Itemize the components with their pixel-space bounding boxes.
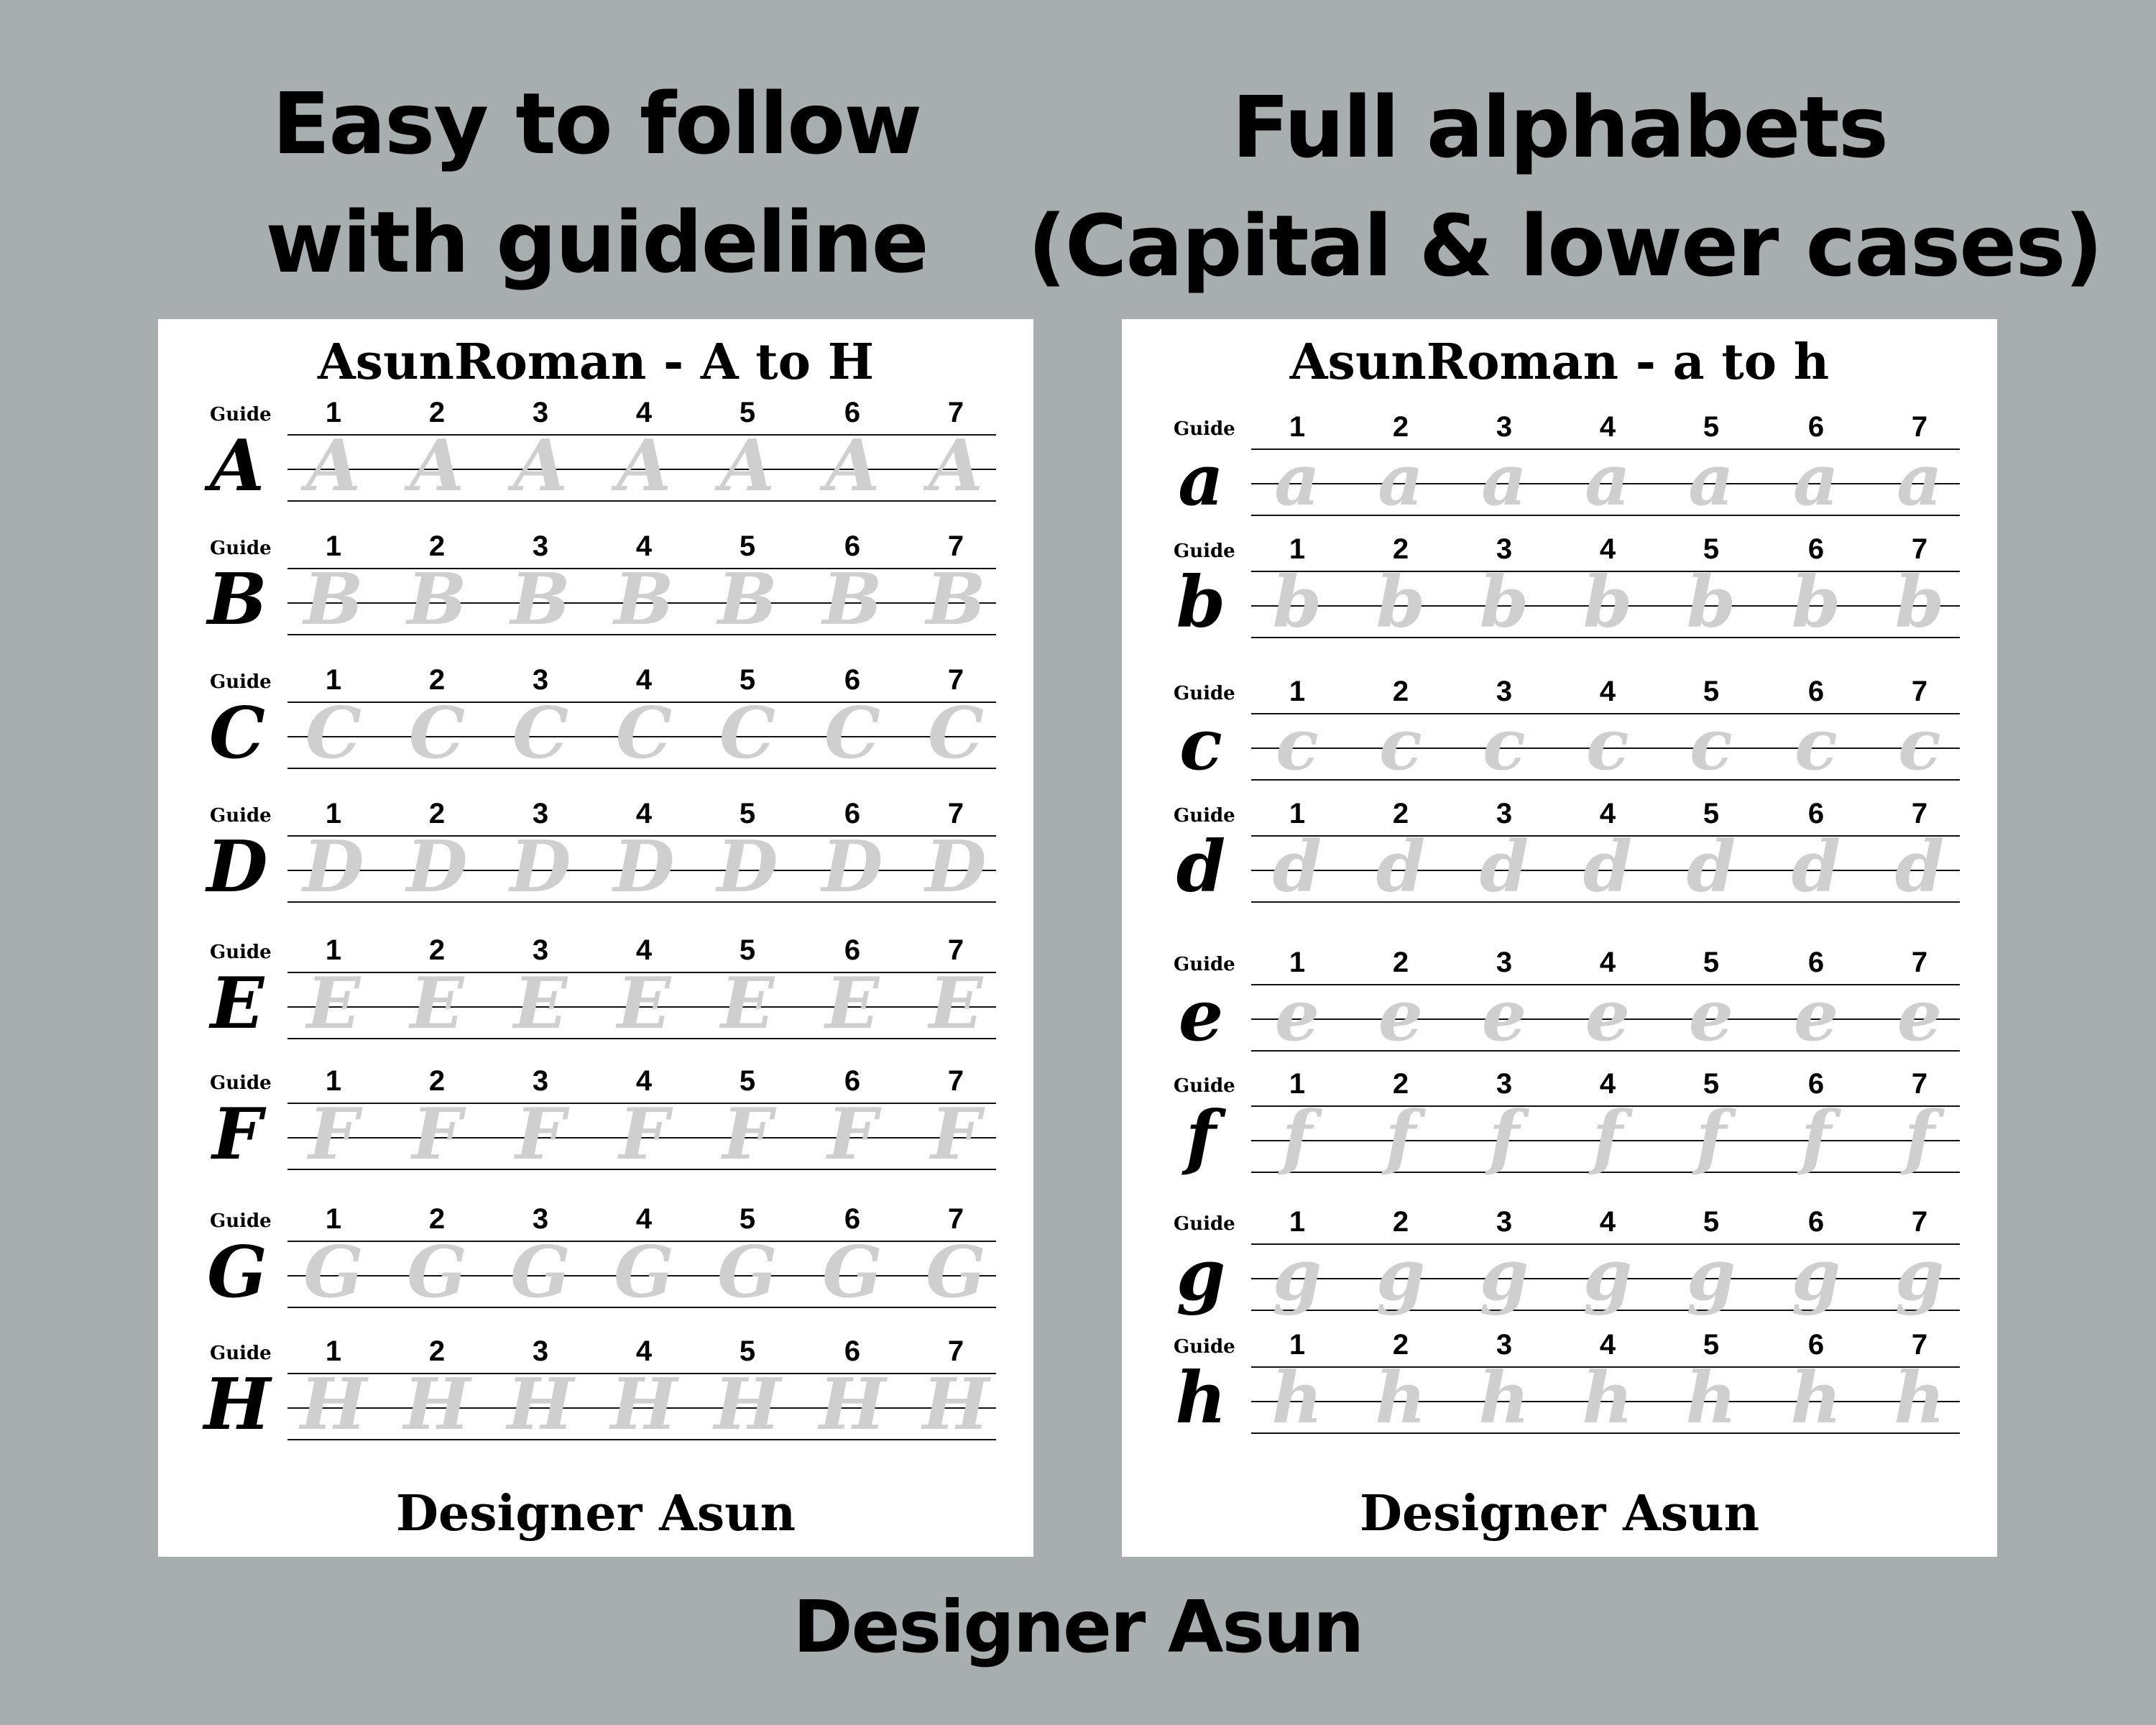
- column-number: 3: [1496, 1068, 1513, 1100]
- sheet-footer: Designer Asun: [395, 1485, 796, 1542]
- trace-letter[interactable]: h: [1685, 1357, 1737, 1440]
- guide-letter: a: [1178, 439, 1224, 522]
- trace-letter[interactable]: e: [1378, 975, 1424, 1057]
- sheet-footer: Designer Asun: [1359, 1485, 1760, 1542]
- trace-letter[interactable]: E: [825, 962, 880, 1045]
- practice-row: [158, 792, 1033, 921]
- practice-row: [158, 391, 1033, 520]
- guide-label: Guide: [1174, 954, 1235, 975]
- column-number: 4: [1599, 411, 1616, 443]
- trace-letter[interactable]: d: [1479, 826, 1529, 908]
- trace-letter[interactable]: F: [931, 1093, 981, 1176]
- column-number: 6: [844, 1065, 861, 1097]
- trace-letter[interactable]: A: [928, 425, 984, 507]
- column-number: 6: [844, 664, 861, 696]
- guide-letter: b: [1176, 561, 1226, 644]
- column-number: 6: [844, 798, 861, 829]
- column-number: 2: [428, 934, 446, 966]
- column-number: 3: [1496, 947, 1513, 978]
- trace-letter[interactable]: G: [303, 1231, 364, 1314]
- column-number: 2: [1392, 533, 1409, 565]
- trace-letter[interactable]: d: [1272, 826, 1322, 908]
- trace-letter[interactable]: E: [929, 962, 983, 1045]
- column-number: 7: [947, 1203, 964, 1235]
- practice-row: [1122, 670, 1997, 799]
- column-number: 3: [1496, 1329, 1513, 1361]
- column-number: 5: [739, 1335, 756, 1367]
- column-number: 1: [325, 798, 342, 829]
- column-number: 4: [1599, 676, 1616, 707]
- trace-letter[interactable]: A: [719, 425, 775, 507]
- column-number: 4: [635, 664, 653, 696]
- trace-letter[interactable]: d: [1894, 826, 1945, 908]
- column-number: 5: [1703, 1206, 1720, 1238]
- trace-letter[interactable]: B: [510, 558, 571, 641]
- column-number: 5: [1703, 676, 1720, 707]
- column-number: 4: [635, 798, 653, 829]
- guide-label: Guide: [1174, 805, 1235, 827]
- trace-letter[interactable]: g: [1272, 1234, 1322, 1317]
- trace-letter[interactable]: F: [412, 1093, 462, 1176]
- trace-letter[interactable]: c: [1690, 704, 1733, 786]
- practice-row: [158, 929, 1033, 1058]
- column-number: 3: [532, 1065, 549, 1097]
- column-number: 3: [1496, 798, 1513, 829]
- column-number: 5: [1703, 798, 1720, 829]
- trace-letter[interactable]: E: [617, 962, 671, 1045]
- trace-letter[interactable]: c: [1379, 704, 1422, 786]
- trace-letter[interactable]: B: [822, 558, 883, 641]
- column-number: 3: [1496, 1206, 1513, 1238]
- headline-right-line1: Full alphabets: [1231, 78, 1888, 177]
- trace-letter[interactable]: g: [1686, 1234, 1736, 1317]
- headline-left: [165, 65, 1028, 302]
- column-number: 4: [635, 530, 653, 562]
- column-number: 1: [1289, 1068, 1306, 1100]
- column-number: 7: [947, 1065, 964, 1097]
- guide-label: Guide: [210, 942, 272, 963]
- trace-letter[interactable]: D: [821, 826, 883, 908]
- column-number: 6: [1807, 1329, 1825, 1361]
- worksheet-capital: [158, 319, 1033, 1557]
- practice-row: [158, 1330, 1033, 1459]
- trace-letter[interactable]: g: [1376, 1234, 1426, 1317]
- column-number: 5: [739, 1203, 756, 1235]
- column-number: 2: [1392, 676, 1409, 707]
- column-number: 6: [1807, 1206, 1825, 1238]
- trace-letter[interactable]: b: [1479, 561, 1529, 644]
- trace-letter[interactable]: H: [714, 1363, 781, 1446]
- trace-letter[interactable]: h: [1375, 1357, 1427, 1440]
- trace-letter[interactable]: G: [510, 1231, 571, 1314]
- guide-label: Guide: [1174, 1213, 1235, 1235]
- column-number: 1: [325, 530, 342, 562]
- column-number: 3: [532, 397, 549, 428]
- guide-label: Guide: [210, 805, 272, 827]
- headline-right: [1028, 68, 2102, 305]
- column-number: 4: [635, 1065, 653, 1097]
- guide-letter: g: [1176, 1234, 1226, 1317]
- trace-letter[interactable]: c: [1276, 704, 1319, 786]
- trace-letter[interactable]: E: [720, 962, 775, 1045]
- column-number: 4: [1599, 1329, 1616, 1361]
- column-number: 6: [1807, 1068, 1825, 1100]
- trace-letter[interactable]: A: [305, 425, 361, 507]
- column-number: 7: [1911, 1329, 1928, 1361]
- trace-letter[interactable]: b: [1686, 561, 1736, 644]
- column-number: 2: [428, 1203, 446, 1235]
- trace-letter[interactable]: d: [1583, 826, 1633, 908]
- trace-letter[interactable]: a: [1897, 439, 1943, 522]
- column-number: 3: [532, 664, 549, 696]
- column-number: 3: [532, 1203, 549, 1235]
- trace-letter[interactable]: f: [1904, 1096, 1935, 1179]
- trace-letter[interactable]: F: [308, 1093, 359, 1176]
- trace-letter[interactable]: h: [1582, 1357, 1634, 1440]
- guide-label: Guide: [210, 671, 272, 693]
- trace-letter[interactable]: a: [1274, 439, 1320, 522]
- headline-left-line1: Easy to follow: [272, 74, 921, 173]
- column-number: 4: [635, 397, 653, 428]
- trace-letter[interactable]: e: [1274, 975, 1320, 1057]
- guide-label: Guide: [210, 1343, 272, 1364]
- column-number: 4: [1599, 1206, 1616, 1238]
- trace-letter[interactable]: G: [407, 1231, 467, 1314]
- column-number: 7: [1911, 533, 1928, 565]
- column-number: 5: [739, 530, 756, 562]
- trace-letter[interactable]: C: [719, 692, 775, 775]
- trace-letter[interactable]: A: [616, 425, 672, 507]
- trace-letter[interactable]: D: [510, 826, 571, 908]
- trace-letter[interactable]: e: [1793, 975, 1839, 1057]
- trace-letter[interactable]: c: [1586, 704, 1629, 786]
- column-number: 1: [1289, 798, 1306, 829]
- trace-letter[interactable]: e: [1481, 975, 1527, 1057]
- practice-row: [1122, 1200, 1997, 1330]
- guide-letter: f: [1185, 1096, 1217, 1179]
- trace-letter[interactable]: b: [1894, 561, 1945, 644]
- trace-letter[interactable]: f: [1385, 1096, 1416, 1179]
- guide-label: Guide: [1174, 1075, 1235, 1097]
- trace-letter[interactable]: b: [1272, 561, 1322, 644]
- column-number: 7: [1911, 1068, 1928, 1100]
- trace-letter[interactable]: G: [822, 1231, 883, 1314]
- column-number: 6: [844, 1335, 861, 1367]
- practice-row: [1122, 528, 1997, 657]
- trace-letter[interactable]: D: [303, 826, 364, 908]
- column-number: 6: [844, 934, 861, 966]
- column-number: 1: [325, 1065, 342, 1097]
- trace-letter[interactable]: D: [406, 826, 468, 908]
- column-number: 7: [1911, 947, 1928, 978]
- trace-letter[interactable]: B: [926, 558, 986, 641]
- column-number: 4: [635, 1335, 653, 1367]
- guide-letter: F: [212, 1093, 262, 1176]
- trace-letter[interactable]: A: [409, 425, 465, 507]
- column-number: 1: [1289, 676, 1306, 707]
- headline-right-line2: (Capital & lower cases): [1028, 196, 2102, 295]
- column-number: 6: [844, 397, 861, 428]
- column-number: 2: [428, 798, 446, 829]
- column-number: 7: [947, 664, 964, 696]
- column-number: 3: [1496, 676, 1513, 707]
- column-number: 5: [739, 397, 756, 428]
- trace-letter[interactable]: E: [513, 962, 568, 1045]
- column-number: 5: [739, 1065, 756, 1097]
- trace-letter[interactable]: a: [1793, 439, 1839, 522]
- practice-row: [1122, 405, 1997, 535]
- trace-letter[interactable]: f: [1695, 1096, 1727, 1179]
- practice-row: [158, 1059, 1033, 1189]
- trace-letter[interactable]: c: [1483, 704, 1526, 786]
- trace-letter[interactable]: B: [303, 558, 364, 641]
- column-number: 2: [428, 664, 446, 696]
- trace-letter[interactable]: C: [824, 692, 880, 775]
- column-number: 1: [325, 1335, 342, 1367]
- trace-letter[interactable]: G: [717, 1231, 778, 1314]
- column-number: 2: [1392, 1329, 1409, 1361]
- column-number: 2: [1392, 1206, 1409, 1238]
- trace-letter[interactable]: a: [1481, 439, 1527, 522]
- column-number: 1: [1289, 533, 1306, 565]
- trace-letter[interactable]: h: [1790, 1357, 1842, 1440]
- sheet-title: AsunRoman - A to H: [318, 334, 874, 391]
- column-number: 7: [1911, 676, 1928, 707]
- trace-letter[interactable]: d: [1791, 826, 1841, 908]
- guide-letter: h: [1175, 1357, 1227, 1440]
- guide-label: Guide: [1174, 418, 1235, 440]
- trace-letter[interactable]: g: [1479, 1234, 1529, 1317]
- trace-letter[interactable]: h: [1894, 1357, 1945, 1440]
- column-number: 6: [1807, 676, 1825, 707]
- trace-letter[interactable]: C: [409, 692, 465, 775]
- column-number: 3: [1496, 533, 1513, 565]
- column-number: 7: [947, 1335, 964, 1367]
- trace-letter[interactable]: H: [300, 1363, 367, 1446]
- column-number: 5: [1703, 411, 1720, 443]
- column-number: 3: [532, 1335, 549, 1367]
- column-number: 1: [325, 664, 342, 696]
- guide-letter: E: [210, 962, 264, 1045]
- column-number: 1: [325, 1203, 342, 1235]
- trace-letter[interactable]: H: [507, 1363, 574, 1446]
- column-number: 7: [947, 798, 964, 829]
- guide-label: Guide: [1174, 683, 1235, 704]
- trace-letter[interactable]: c: [1898, 704, 1941, 786]
- column-number: 7: [1911, 1206, 1928, 1238]
- trace-letter[interactable]: C: [512, 692, 568, 775]
- trace-letter[interactable]: E: [306, 962, 361, 1045]
- column-number: 6: [1807, 411, 1825, 443]
- column-number: 4: [635, 934, 653, 966]
- column-number: 1: [1289, 947, 1306, 978]
- trace-letter[interactable]: D: [717, 826, 778, 908]
- guide-letter: C: [209, 692, 265, 775]
- trace-letter[interactable]: C: [928, 692, 984, 775]
- practice-row: [158, 658, 1033, 788]
- trace-letter[interactable]: b: [1376, 561, 1426, 644]
- column-number: 4: [635, 1203, 653, 1235]
- trace-letter[interactable]: H: [610, 1363, 678, 1446]
- trace-letter[interactable]: F: [515, 1093, 566, 1176]
- column-number: 6: [1807, 947, 1825, 978]
- trace-letter[interactable]: B: [614, 558, 674, 641]
- guide-label: Guide: [1174, 540, 1235, 562]
- guide-label: Guide: [1174, 1336, 1235, 1358]
- guide-letter: c: [1179, 704, 1222, 786]
- column-number: 5: [1703, 1329, 1720, 1361]
- guide-letter: d: [1176, 826, 1226, 908]
- trace-letter[interactable]: F: [619, 1093, 669, 1176]
- trace-letter[interactable]: G: [614, 1231, 674, 1314]
- trace-letter[interactable]: C: [305, 692, 361, 775]
- sheet-title: AsunRoman - a to h: [1289, 334, 1830, 391]
- column-number: 1: [325, 934, 342, 966]
- trace-letter[interactable]: F: [827, 1093, 877, 1176]
- guide-letter: e: [1178, 975, 1224, 1057]
- trace-letter[interactable]: e: [1897, 975, 1943, 1057]
- column-number: 4: [1599, 533, 1616, 565]
- practice-row: [1122, 941, 1997, 1070]
- column-number: 7: [1911, 798, 1928, 829]
- practice-row: [158, 525, 1033, 654]
- guide-letter: D: [206, 826, 268, 908]
- headline-left-line2: with guideline: [265, 193, 928, 292]
- column-number: 6: [1807, 798, 1825, 829]
- column-number: 5: [1703, 533, 1720, 565]
- trace-letter[interactable]: D: [925, 826, 987, 908]
- guide-letter: A: [209, 425, 265, 507]
- trace-letter[interactable]: b: [1791, 561, 1841, 644]
- column-number: 1: [325, 397, 342, 428]
- column-number: 2: [1392, 798, 1409, 829]
- guide-label: Guide: [210, 1072, 272, 1094]
- trace-letter[interactable]: h: [1271, 1357, 1323, 1440]
- column-number: 2: [428, 397, 446, 428]
- trace-letter[interactable]: f: [1800, 1096, 1832, 1179]
- trace-letter[interactable]: E: [410, 962, 464, 1045]
- column-number: 2: [1392, 1068, 1409, 1100]
- column-number: 4: [1599, 1068, 1616, 1100]
- practice-row: [1122, 1323, 1997, 1453]
- guide-letter: G: [207, 1231, 267, 1314]
- guide-letter: B: [207, 558, 267, 641]
- trace-letter[interactable]: C: [616, 692, 672, 775]
- trace-letter[interactable]: a: [1378, 439, 1424, 522]
- trace-letter[interactable]: a: [1688, 439, 1734, 522]
- trace-letter[interactable]: H: [403, 1363, 471, 1446]
- column-number: 3: [532, 934, 549, 966]
- trace-letter[interactable]: g: [1583, 1234, 1633, 1317]
- trace-letter[interactable]: B: [407, 558, 467, 641]
- trace-letter[interactable]: g: [1791, 1234, 1841, 1317]
- trace-letter[interactable]: d: [1376, 826, 1426, 908]
- trace-letter[interactable]: f: [1488, 1096, 1520, 1179]
- trace-letter[interactable]: d: [1686, 826, 1736, 908]
- trace-letter[interactable]: f: [1281, 1096, 1313, 1179]
- worksheet-lowercase: [1122, 319, 1997, 1557]
- column-number: 7: [1911, 411, 1928, 443]
- column-number: 6: [1807, 533, 1825, 565]
- trace-letter[interactable]: D: [613, 826, 675, 908]
- guide-label: Guide: [210, 404, 272, 426]
- trace-letter[interactable]: H: [922, 1363, 990, 1446]
- column-number: 1: [1289, 1329, 1306, 1361]
- column-number: 2: [1392, 411, 1409, 443]
- column-number: 4: [1599, 947, 1616, 978]
- trace-letter[interactable]: c: [1795, 704, 1838, 786]
- column-number: 5: [1703, 947, 1720, 978]
- column-number: 2: [428, 1065, 446, 1097]
- column-number: 2: [428, 530, 446, 562]
- guide-label: Guide: [210, 1210, 272, 1232]
- trace-letter[interactable]: g: [1894, 1234, 1945, 1317]
- trace-letter[interactable]: G: [926, 1231, 986, 1314]
- column-number: 3: [532, 530, 549, 562]
- designer-credit: Designer Asun: [793, 1585, 1363, 1669]
- column-number: 5: [739, 664, 756, 696]
- column-number: 7: [947, 397, 964, 428]
- column-number: 1: [1289, 411, 1306, 443]
- column-number: 5: [739, 934, 756, 966]
- column-number: 7: [947, 934, 964, 966]
- trace-letter[interactable]: h: [1478, 1357, 1530, 1440]
- guide-label: Guide: [210, 538, 272, 559]
- trace-letter[interactable]: F: [722, 1093, 773, 1176]
- trace-letter[interactable]: B: [717, 558, 778, 641]
- guide-letter: H: [203, 1363, 271, 1446]
- trace-letter[interactable]: H: [819, 1363, 886, 1446]
- column-number: 5: [1703, 1068, 1720, 1100]
- practice-row: [1122, 1062, 1997, 1192]
- column-number: 5: [739, 798, 756, 829]
- trace-letter[interactable]: e: [1585, 975, 1631, 1057]
- trace-letter[interactable]: A: [512, 425, 568, 507]
- column-number: 4: [1599, 798, 1616, 829]
- column-number: 3: [1496, 411, 1513, 443]
- trace-letter[interactable]: a: [1585, 439, 1631, 522]
- trace-letter[interactable]: A: [824, 425, 880, 507]
- column-number: 7: [947, 530, 964, 562]
- trace-letter[interactable]: b: [1583, 561, 1633, 644]
- column-number: 2: [428, 1335, 446, 1367]
- practice-row: [158, 1197, 1033, 1327]
- practice-row: [1122, 792, 1997, 921]
- column-number: 3: [532, 798, 549, 829]
- column-number: 6: [844, 530, 861, 562]
- trace-letter[interactable]: f: [1592, 1096, 1623, 1179]
- column-number: 2: [1392, 947, 1409, 978]
- trace-letter[interactable]: e: [1688, 975, 1734, 1057]
- column-number: 1: [1289, 1206, 1306, 1238]
- column-number: 6: [844, 1203, 861, 1235]
